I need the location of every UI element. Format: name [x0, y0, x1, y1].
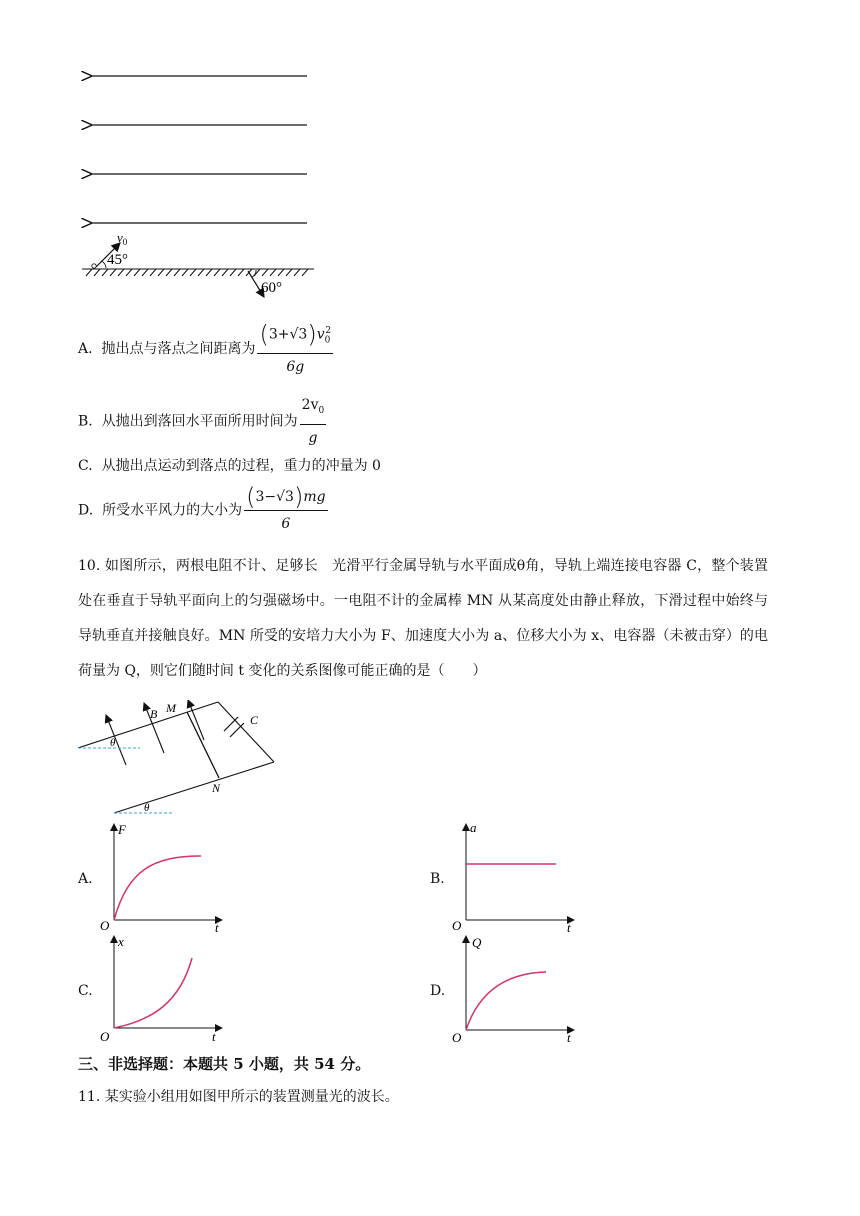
- svg-text:a: a: [470, 820, 477, 835]
- svg-text:F: F: [118, 822, 126, 837]
- svg-text:t: t: [567, 920, 571, 935]
- graph-d-letter: D.: [430, 983, 446, 999]
- graph-a: [98, 820, 228, 935]
- projectile-figure: [80, 60, 330, 300]
- graph-d: [450, 932, 580, 1047]
- angle-60-label: 60°: [261, 280, 282, 296]
- svg-text:N: N: [212, 781, 221, 795]
- rod-mn: [187, 712, 219, 778]
- graph-b: [450, 820, 580, 935]
- q9-option-d: D. 所受水平风力的大小为 $\frac{(3-√3)mg}{6}$: [78, 484, 328, 537]
- svg-text:B: B: [150, 707, 158, 721]
- ground: [82, 269, 314, 276]
- svg-text:O: O: [452, 918, 462, 933]
- landing-angle-arc: [252, 270, 256, 277]
- svg-text:t: t: [215, 920, 219, 935]
- q9-option-a: A. 抛出点与落点之间距离为 $\frac{(3+√3)v_0^2}{6g}$: [78, 318, 333, 380]
- graph-c-letter: C.: [78, 983, 93, 999]
- graph-a-letter: A.: [78, 871, 93, 887]
- svg-text:O: O: [100, 918, 110, 933]
- q9-option-b: B. 从抛出到落回水平面所用时间为 $\frac{2v_0}{g}$: [78, 392, 326, 451]
- q11-text: 11. 某实验小组用如图甲所示的装置测量光的波长。: [78, 1089, 399, 1105]
- svg-text:C: C: [250, 713, 259, 727]
- wind-arrows: [91, 76, 307, 223]
- svg-text:t: t: [567, 1030, 571, 1045]
- q9-b-fraction: $\frac{2v_0}{g}$: [300, 392, 327, 451]
- rail-figure: [78, 700, 278, 825]
- section-3-heading: 三、非选择题：本题共 5 小题，共 54 分。: [78, 1055, 371, 1073]
- svg-text:M: M: [166, 701, 176, 715]
- graph-c: [98, 932, 228, 1047]
- q9-option-c: C. 从抛出点运动到落点的过程，重力的冲量为 0: [78, 458, 381, 474]
- graph-b-letter: B.: [430, 871, 445, 887]
- angle-45-label: 45°: [107, 252, 128, 268]
- q10-text: 10. 如图所示，两根电阻不计、足够长 光滑平行金属导轨与水平面成θ角，导轨上端连接电容器 C，整个装置处在垂直于导轨平面向上的匀强磁场中。一电阻不计的金属棒 MN 从某高度处由静止释放，下滑过程中始终与导轨垂直并接触良好。MN 所受的安培力大小为 F、加速度大小为 a、位移大小为 x、电容器（未被击穿）的电荷量为 Q，则它们随时间 t 变化的关系图像可能正确的是（ ）: [78, 558, 768, 679]
- svg-text:θ: θ: [110, 737, 116, 749]
- svg-text:θ: θ: [144, 802, 150, 814]
- graph-c-curve: [114, 958, 192, 1028]
- svg-text:x: x: [118, 934, 124, 949]
- q9-a-fraction: $\frac{(3+√3)v_0^2}{6g}$: [257, 318, 333, 380]
- graph-d-curve: [466, 972, 546, 1030]
- svg-text:O: O: [452, 1030, 462, 1045]
- svg-text:t: t: [212, 1029, 216, 1044]
- q9-d-fraction: $\frac{(3-√3)mg}{6}$: [246, 483, 326, 532]
- graph-a-curve: [114, 856, 201, 920]
- svg-text:O: O: [100, 1029, 110, 1044]
- svg-text:Q: Q: [472, 935, 482, 950]
- v0-label: $v_0$: [117, 230, 128, 247]
